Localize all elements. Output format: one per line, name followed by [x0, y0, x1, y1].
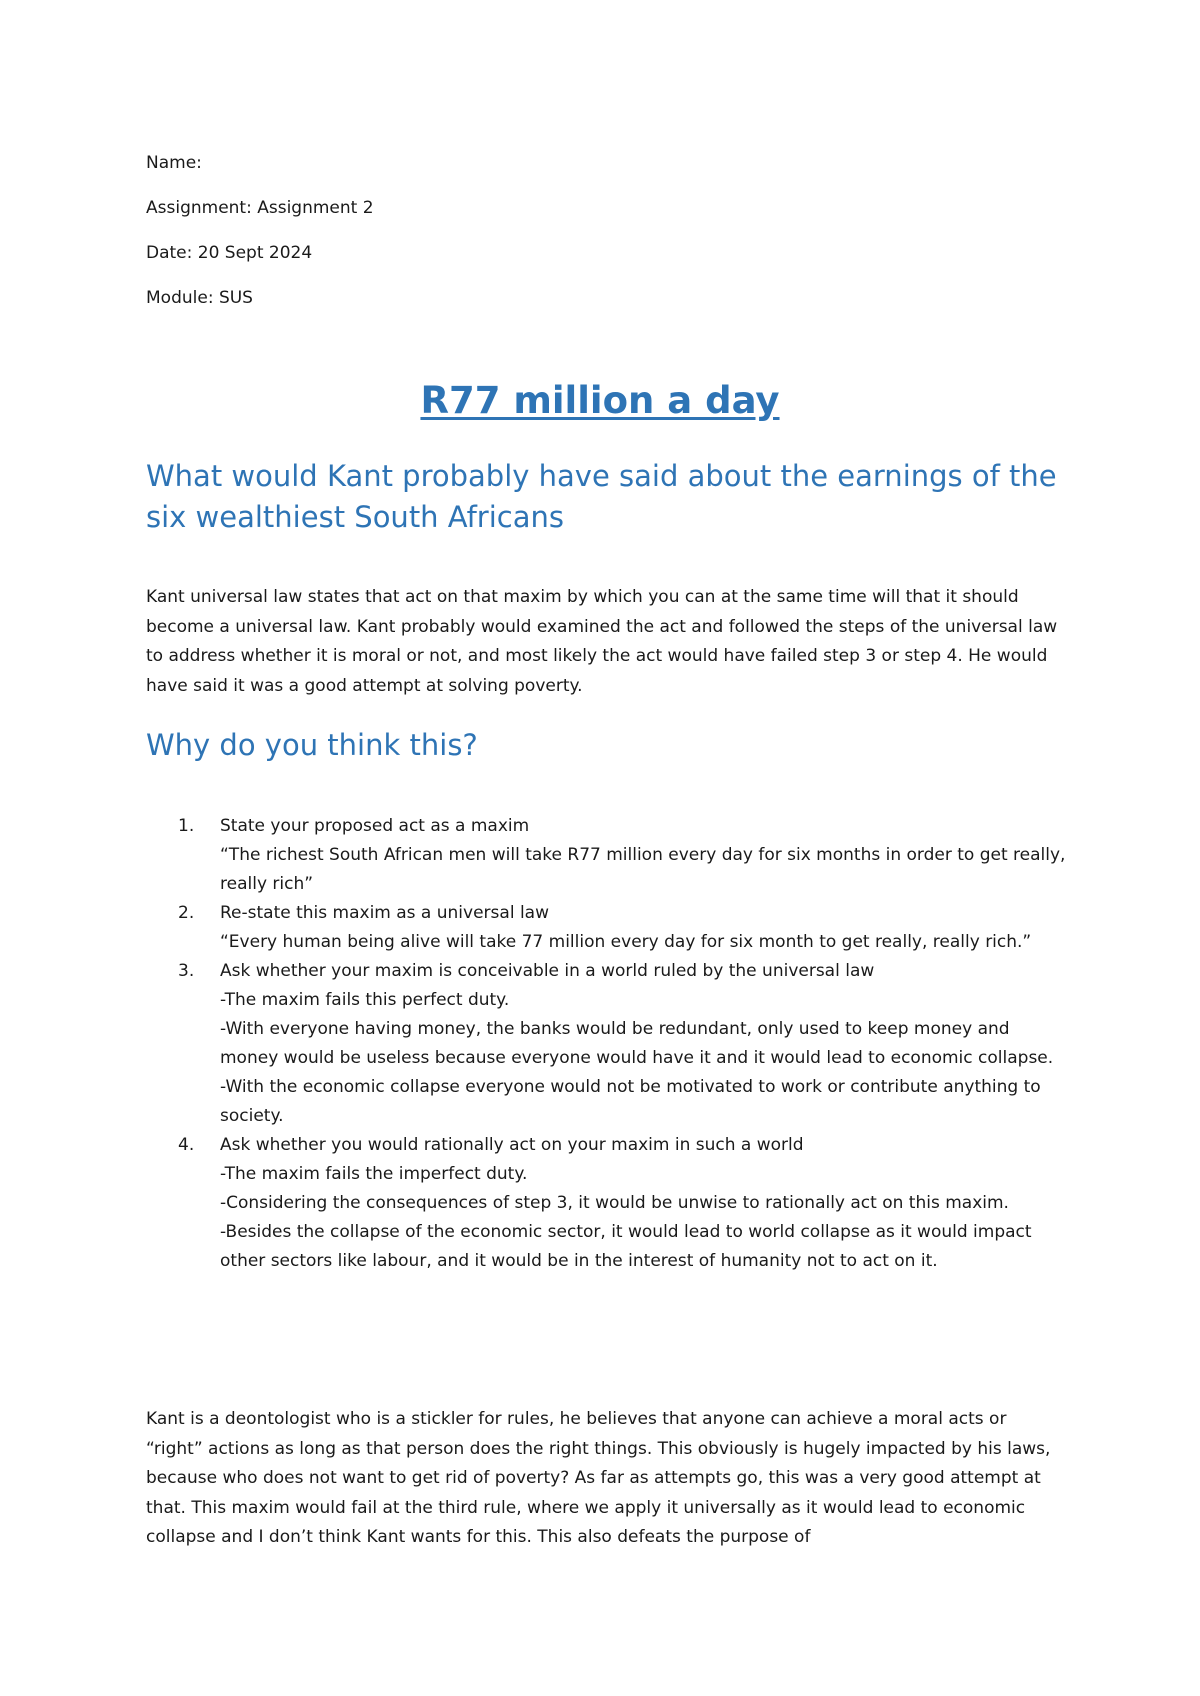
step-line: -The maxim fails the imperfect duty. — [220, 1164, 528, 1184]
section-heading-why: Why do you think this? — [146, 728, 478, 762]
step-line: Ask whether you would rationally act on your maxim in such a world — [220, 1135, 804, 1155]
step-line: Re-state this maxim as a universal law — [220, 903, 549, 923]
step-number: 4. — [178, 1135, 195, 1155]
step-line: -Besides the collapse of the economic sector, it would lead to world collapse as it would impact other sectors like labour, and it would be in the interest of humanity not to act on it. — [220, 1222, 1032, 1271]
step-number: 1. — [178, 816, 195, 836]
step-item-1 — [146, 812, 1066, 899]
section-heading-kant: What would Kant probably have said about the earnings of the six wealthiest South Africans — [146, 459, 1057, 534]
step-item-2 — [146, 899, 1066, 957]
intro-paragraph: Kant universal law states that act on that maxim by which you can at the same time will that it should become a universal law. Kant probably would examined the act and followed the steps of the universal law to address whether it is moral or not, and most likely the act would have failed step 3 or step 4. He would have said it was a good attempt at solving poverty. — [146, 587, 1058, 696]
assignment-field: Assignment: Assignment 2 — [146, 198, 374, 218]
step-item-3 — [146, 957, 1066, 1131]
steps-list — [146, 812, 1066, 1276]
step-line: “Every human being alive will take 77 million every day for six month to get really, really rich.” — [220, 932, 1032, 952]
date-field: Date: 20 Sept 2024 — [146, 243, 313, 263]
document-title: R77 million a day — [420, 379, 780, 422]
module-field: Module: SUS — [146, 288, 253, 308]
step-line: -With the economic collapse everyone would not be motivated to work or contribute anything to society. — [220, 1077, 1041, 1126]
name-field: Name: — [146, 153, 202, 173]
step-line: -With everyone having money, the banks would be redundant, only used to keep money and money would be useless because everyone would have it and it would lead to economic collapse. — [220, 1019, 1054, 1068]
step-line: “The richest South African men will take R77 million every day for six months in order to get really, really rich” — [220, 845, 1066, 894]
step-line: -Considering the consequences of step 3, it would be unwise to rationally act on this maxim. — [220, 1193, 1009, 1213]
step-line: State your proposed act as a maxim — [220, 816, 530, 836]
step-number: 2. — [178, 903, 195, 923]
step-line: Ask whether your maxim is conceivable in a world ruled by the universal law — [220, 961, 875, 981]
step-number: 3. — [178, 961, 195, 981]
conclusion-paragraph: Kant is a deontologist who is a stickler for rules, he believes that anyone can achieve a moral acts or “right” actions as long as that person does the right things. This obviously is hugely impacted by his laws, because who does not want to get rid of poverty? As far as attempts go, this was a very good attempt at that. This maxim would fail at the third rule, where we apply it universally as it would lead to economic collapse and I don’t think Kant wants for this. This also defeats the purpose of — [146, 1409, 1051, 1547]
step-line: -The maxim fails this perfect duty. — [220, 990, 510, 1010]
step-item-4 — [146, 1131, 1066, 1276]
